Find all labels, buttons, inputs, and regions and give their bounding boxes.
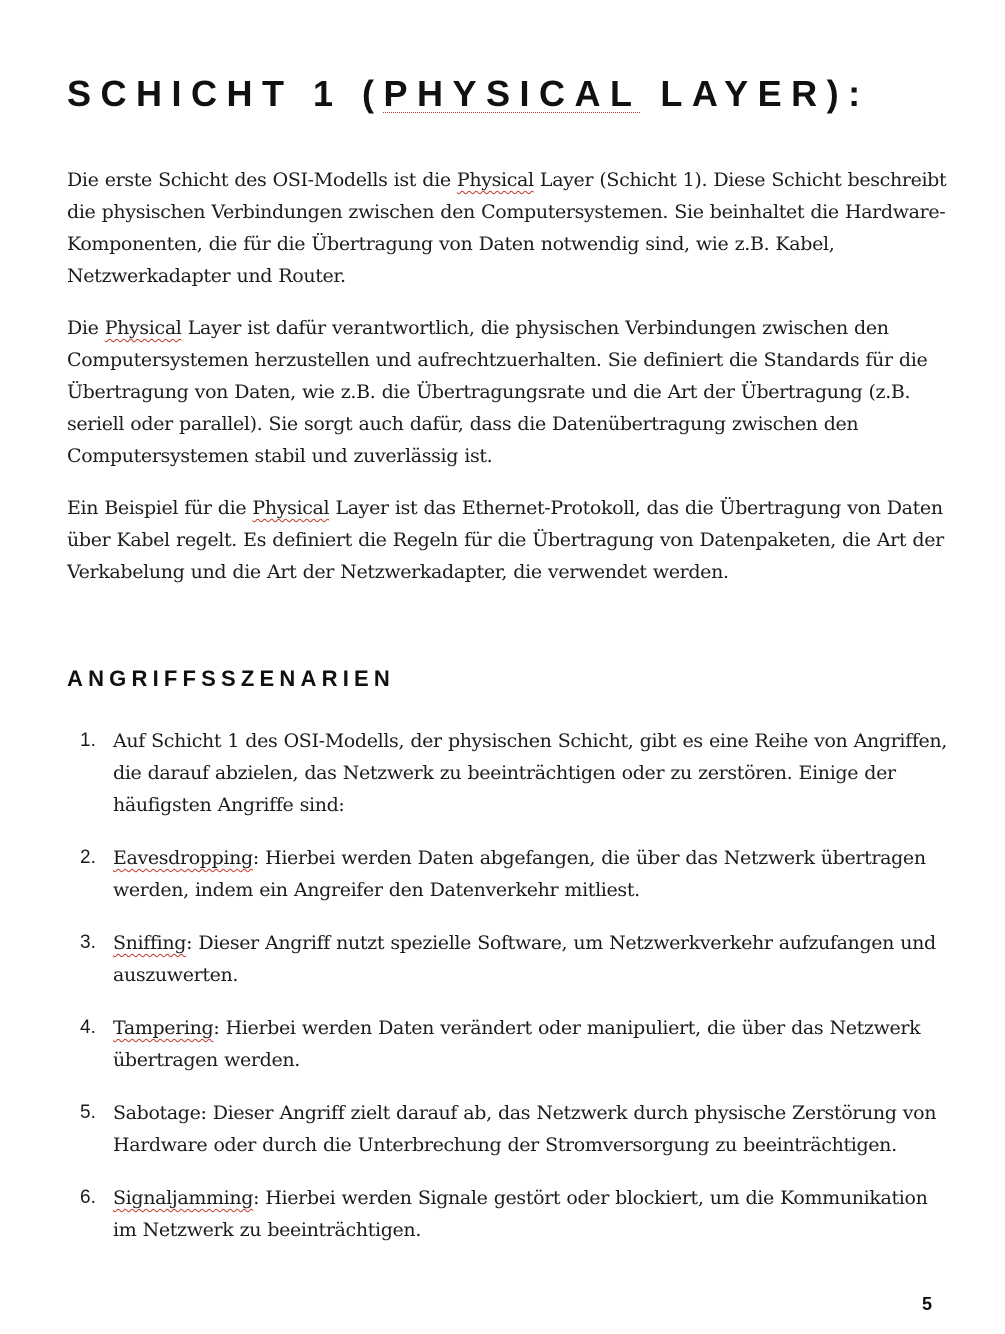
list-item	[67, 927, 947, 991]
paragraph-responsibility	[67, 312, 947, 472]
paragraph-text: Layer ist das Ethernet-Protokoll, das die Übertragung von Daten über Kabel regelt. Es definiert die Regeln für die Übertragung von Datenpaketen, die Art der Verkabelung und die Art der Netzwerkadapter, die verwendet werden.	[67, 497, 944, 583]
page-title	[67, 71, 870, 117]
page-number: 5	[921, 1294, 932, 1314]
list-text: : Hierbei werden Daten abgefangen, die über das Netzwerk übertragen werden, indem ein Angreifer den Datenverkehr mitliest.	[113, 847, 926, 901]
list-item	[67, 1182, 947, 1246]
list-text: : Dieser Angriff nutzt spezielle Software, um Netzwerkverkehr aufzufangen und auszuwerten.	[113, 932, 936, 986]
list-number: 5.	[80, 1102, 96, 1123]
list-number: 4.	[80, 1017, 96, 1038]
paragraph-text: Die	[67, 317, 105, 339]
list-text: Sabotage: Dieser Angriff zielt darauf ab, das Netzwerk durch physische Zerstörung von Hardware oder durch die Unterbrechung der Stromversorgung zu beeinträchtigen.	[113, 1102, 937, 1156]
title-suffix: LAYER):	[640, 73, 870, 114]
list-number: 2.	[80, 847, 96, 868]
paragraph-example	[67, 492, 947, 588]
list-text: Auf Schicht 1 des OSI-Modells, der physischen Schicht, gibt es eine Reihe von Angriffen, die darauf abzielen, das Netzwerk zu beeinträchtigen oder zu zerstören. Einige der häufigsten Angriffe sind:	[113, 730, 947, 816]
list-number: 3.	[80, 932, 96, 953]
paragraph-text: Layer ist dafür verantwortlich, die physischen Verbindungen zwischen den Computersystemen herzustellen und aufrechtzuerhalten. Sie definiert die Standards für die Übertragung von Daten, wie z.B. die Übertragungsrate und die Art der Übertragung (z.B. seriell oder parallel). Sie sorgt auch dafür, dass die Datenübertragung zwischen den Computersystemen stabil und zuverlässig ist.	[67, 317, 928, 467]
title-highlight: PHYSICAL	[383, 73, 641, 114]
list-item	[67, 1097, 947, 1161]
attack-term: Signaljamming	[113, 1187, 254, 1209]
list-number: 6.	[80, 1187, 96, 1208]
paragraph-text: Layer (Schicht 1). Diese Schicht beschreibt die physischen Verbindungen zwischen den Computersystemen. Sie beinhaltet die Hardware-Komponenten, die für die Übertragung von Daten notwendig sind, wie z.B. Kabel, Netzwerkadapter und Router.	[67, 169, 947, 287]
list-item	[67, 1012, 947, 1076]
list-item	[67, 725, 947, 821]
attack-term: Tampering	[113, 1017, 214, 1039]
list-item	[67, 842, 947, 906]
list-text: : Hierbei werden Daten verändert oder manipuliert, die über das Netzwerk übertragen werden.	[113, 1017, 921, 1071]
list-number: 1.	[80, 730, 96, 751]
spellcheck-term: Physical	[104, 317, 182, 339]
attack-term: Eavesdropping	[113, 847, 253, 869]
paragraph-intro	[67, 164, 947, 292]
attack-term: Sniffing	[113, 932, 187, 954]
spellcheck-term: Physical	[252, 497, 330, 519]
list-text: : Hierbei werden Signale gestört oder blockiert, um die Kommunikation im Netzwerk zu beeinträchtigen.	[113, 1187, 928, 1241]
attack-list	[67, 725, 947, 1267]
paragraph-text: Ein Beispiel für die	[67, 497, 253, 519]
spellcheck-term: Physical	[456, 169, 534, 191]
paragraph-text: Die erste Schicht des OSI-Modells ist die	[67, 169, 457, 191]
section-heading: ANGRIFFSSZENARIEN	[67, 666, 395, 691]
title-prefix: SCHICHT 1 (	[67, 73, 384, 114]
